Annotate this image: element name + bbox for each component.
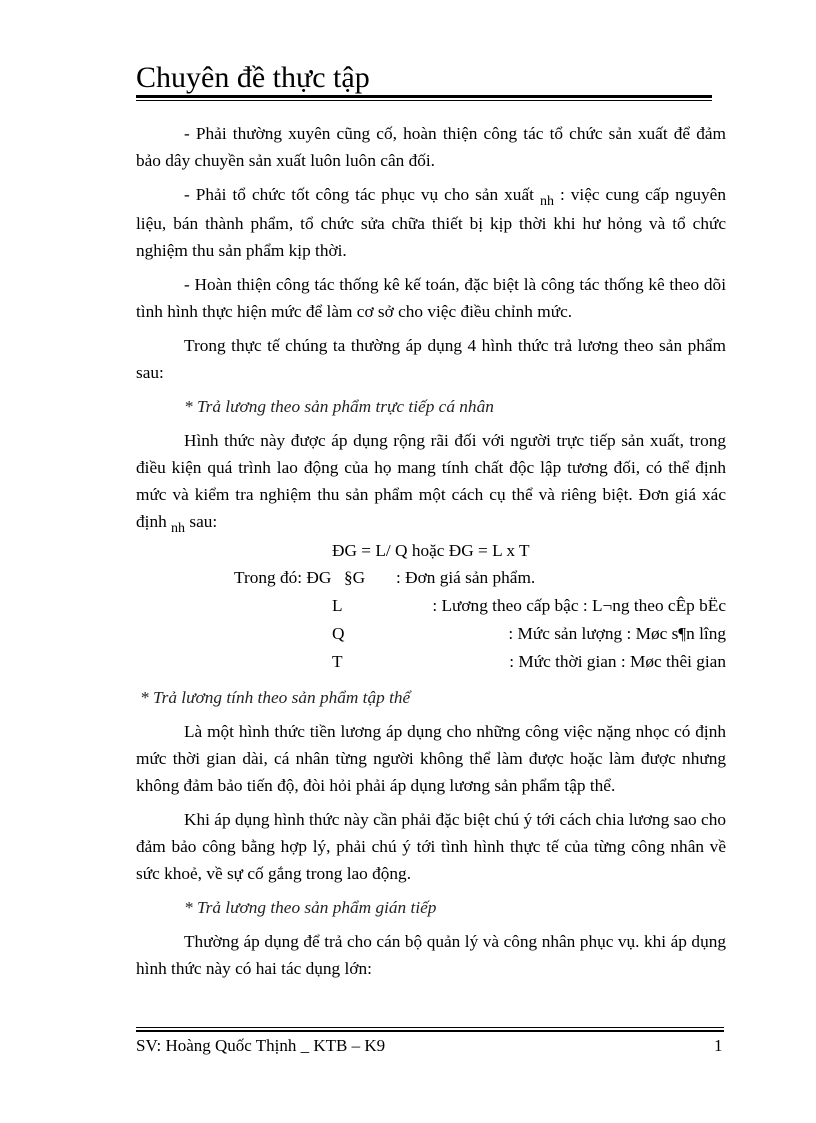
header-divider-thick bbox=[136, 95, 712, 98]
footer-author: SV: Hoàng Quốc Thịnh _ KTB – K9 bbox=[136, 1036, 386, 1055]
formula-def-l bbox=[136, 592, 726, 620]
paragraph-2-text-a: - Phải tổ chức tốt công tác phục vụ cho sản xuất bbox=[184, 185, 540, 204]
formula-def-t-symbol: T bbox=[332, 652, 343, 671]
paragraph-6: Là một hình thức tiền lương áp dụng cho những công việc nặng nhọc có định mức thời gian dài, cá nhân từng người không thể làm được hoặc làm được nhưng không đảm bảo tiến độ, đòi hỏi phải áp dụng lương sản phẩm tập thể. bbox=[136, 722, 726, 795]
section-heading-1: * Trả lương theo sản phẩm trực tiếp cá nhân bbox=[184, 397, 494, 416]
document-body bbox=[136, 120, 726, 989]
formula-def-dg bbox=[136, 564, 726, 592]
paragraph-3: - Hoàn thiện công tác thống kê kế toán, đặc biệt là công tác thống kê theo dõi tình hình thực hiện mức để làm cơ sở cho việc điều chỉnh mức. bbox=[136, 275, 726, 321]
formula-def-q bbox=[136, 620, 726, 648]
formula-def-q-symbol: Q bbox=[332, 624, 345, 643]
header-divider-thin bbox=[136, 100, 712, 101]
formula-def-t-text: : Mức thời gian : Møc thêi gian bbox=[509, 652, 726, 671]
formula-def-dg-text: : Đơn giá sản phẩm. bbox=[396, 568, 536, 587]
paragraph-5-text-b: sau: bbox=[185, 512, 218, 531]
footer-divider-thick bbox=[136, 1030, 724, 1032]
formula-main: ĐG = L/ Q hoặc ĐG = L x T bbox=[332, 541, 530, 560]
paragraph-1: - Phải thường xuyên cũng cố, hoàn thiện công tác tổ chức sản xuất để đảm bảo dây chuyền sản xuất luôn luôn cân đối. bbox=[136, 124, 726, 170]
footer-divider-thin bbox=[136, 1027, 724, 1028]
formula-def-q-text: : Mức sản lượng : Møc s¶n lîng bbox=[508, 624, 726, 643]
paragraph-2 bbox=[136, 181, 726, 264]
paragraph-4: Trong thực tế chúng ta thường áp dụng 4 hình thức trả lương theo sản phẩm sau: bbox=[136, 336, 726, 382]
paragraph-7: Khi áp dụng hình thức này cần phải đặc biệt chú ý tới cách chia lương sao cho đảm bảo công bằng hợp lý, phải chú ý tới tình hình thực tế của từng công nhân về sức khoẻ, về sự cố gắng trong lao động. bbox=[136, 810, 726, 883]
paragraph-5-subscript: nh bbox=[171, 521, 186, 536]
formula-def-lead: Trong đó: ĐG bbox=[234, 568, 332, 587]
paragraph-5-text-a: Hình thức này được áp dụng rộng rãi đối với người trực tiếp sản xuất, trong điều kiện quá trình lao động của họ mang tính chất độc lập tương đối, có thể định mức và kiểm tra nghiệm thu sản phẩm một cách cụ thể và riêng biệt. Đơn giá xác định bbox=[136, 431, 726, 531]
paragraph-8: Thường áp dụng để trả cho cán bộ quản lý và công nhân phục vụ. khi áp dụng hình thức này có hai tác dụng lớn: bbox=[136, 932, 726, 978]
paragraph-2-subscript: nh bbox=[539, 194, 554, 209]
paragraph-5 bbox=[136, 427, 726, 537]
section-heading-3: * Trả lương theo sản phẩm gián tiếp bbox=[184, 898, 437, 917]
formula-def-l-symbol: L bbox=[332, 596, 343, 615]
section-heading-2: * Trả lương tính theo sản phẩm tập thể bbox=[140, 688, 411, 707]
paragraph-2-text-b: : việc cung cấp nguyên liệu, bán thành phẩm, tổ chức sửa chữa thiết bị kịp thời khi hư hỏng và tổ chức nghiệm thu sản phẩm kịp thời. bbox=[136, 185, 726, 260]
footer-page-number: 1 bbox=[714, 1036, 723, 1055]
formula-def-l-text: : Lương theo cấp bậc : L¬ng theo cÊp bËc bbox=[432, 596, 726, 615]
formula-def-t bbox=[136, 648, 726, 676]
page-header-title: Chuyên đề thực tập bbox=[136, 61, 370, 94]
formula-def-dg-alt: §G bbox=[344, 568, 366, 587]
